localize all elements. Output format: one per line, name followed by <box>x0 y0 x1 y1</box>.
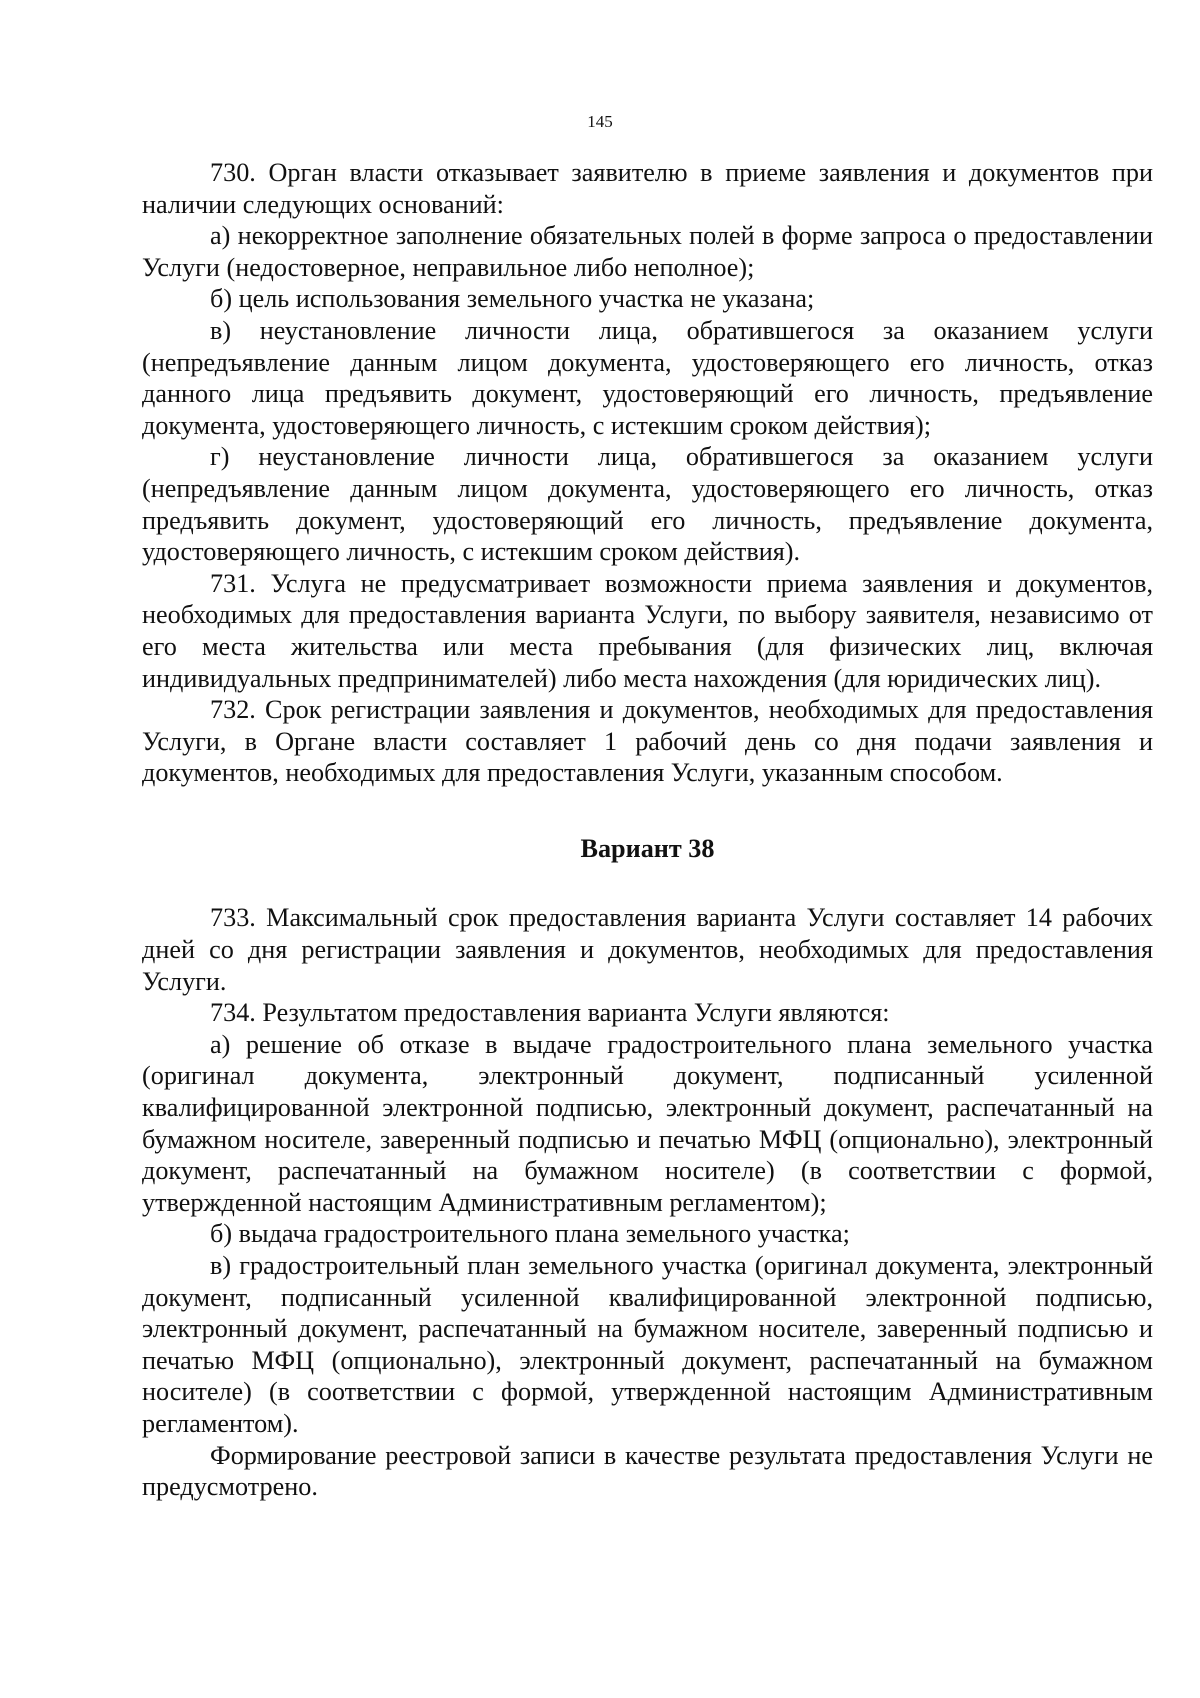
paragraph-734-b: б) выдача градостроительного плана земельного участка; <box>210 1219 850 1249</box>
paragraph-734-a: а) решение об отказе в выдаче градостроительного плана земельного участка (оригинал документа, электронный документ, подписанный усиленной квалифицированной электронной подписью, электронный документ, распечатанный на бумажном носителе, заверенный подписью и печатью МФЦ (опционально), электронный документ, распечатанный на бумажном носителе) (в соответствии с формой, утвержденной настоящим Административным регламентом); <box>142 1029 1153 1217</box>
paragraph-730-b: б) цель использования земельного участка не указана; <box>210 284 815 314</box>
paragraph-734: 734. Результатом предоставления варианта Услуги являются: <box>210 998 890 1028</box>
paragraph-730-a: а) некорректное заполнение обязательных полей в форме запроса о предоставлении Услуги (недостоверное, неправильное либо неполное); <box>142 221 1153 282</box>
section-heading: Вариант 38 <box>580 833 715 863</box>
paragraph-registry-note: Формирование реестровой записи в качестве результата предоставления Услуги не предусмотрено. <box>142 1440 1153 1502</box>
paragraph-734-v: в) градостроительный план земельного участка (оригинал документа, электронный документ, подписанный усиленной квалифицированной электронной подписью, электронный документ, распечатанный на бумажном носителе, заверенный подписью и печатью МФЦ (опционально), электронный документ, распечатанный на бумажном носителе) (в соответствии с формой, утвержденной настоящим Административным регламентом). <box>142 1251 1153 1438</box>
paragraph-730-g: г) неустановление личности лица, обратившегося за оказанием услуги (непредъявление данным лицом документа, удостоверяющего его личность, отказ предъявить документ, удостоверяющий его личность, предъявление документа, удостоверяющего личность, с истекшим сроком действия). <box>142 442 1153 567</box>
paragraph-732: 732. Срок регистрации заявления и документов, необходимых для предоставления Услуги, в Органе власти составляет 1 рабочий день со дня подачи заявления и документов, необходимых для предоставления Услуги, указанным способом. <box>142 695 1153 788</box>
page-number: 145 <box>587 112 613 131</box>
paragraph-730-v: в) неустановление личности лица, обратившегося за оказанием услуги (непредъявление данным лицом документа, удостоверяющего его личность, отказ данного лица предъявить документ, удостоверяющий его личность, предъявление документа, удостоверяющего личность, с истекшим сроком действия); <box>142 315 1153 440</box>
paragraph-731: 731. Услуга не предусматривает возможности приема заявления и документов, необходимых для предоставления варианта Услуги, по выбору заявителя, независимо от его места жительства или места пребывания (для физических лиц, включая индивидуальных предпринимателей) либо места нахождения (для юридических лиц). <box>142 568 1153 693</box>
paragraph-733: 733. Максимальный срок предоставления варианта Услуги составляет 14 рабочих дней со дня регистрации заявления и документов, необходимых для предоставления Услуги. <box>142 903 1153 996</box>
paragraph-730: 730. Орган власти отказывает заявителю в приеме заявления и документов при наличии следующих оснований: <box>142 158 1153 219</box>
document-body <box>142 157 1153 1503</box>
